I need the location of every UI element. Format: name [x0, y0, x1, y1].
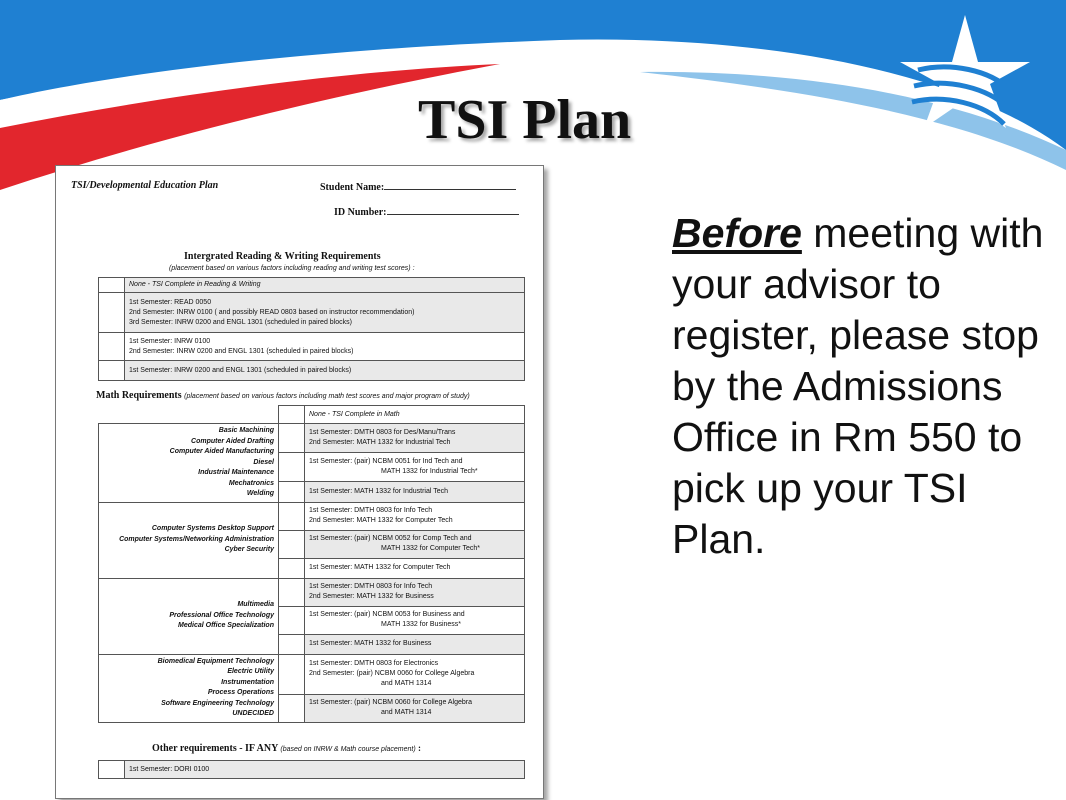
student-name-field	[320, 180, 516, 193]
instruction-body: meeting with your advisor to register, please stop by the Admissions Office in Rm 550 to pick up your TSI Plan.	[672, 210, 1044, 562]
checkbox-cell[interactable]	[99, 293, 125, 333]
reading-requirements-table	[98, 277, 525, 381]
other-section-heading: Other requirements - IF ANY (based on INRW & Math course placement) :	[152, 743, 421, 754]
checkbox-cell[interactable]	[279, 530, 305, 558]
checkbox-cell[interactable]	[279, 452, 305, 481]
checkbox-cell[interactable]	[279, 502, 305, 530]
reading-option-cell: 1st Semester: READ 0050 2nd Semester: INRW 0100 ( and possibly READ 0803 based on instructor recommendation) 3rd Semester: INRW 0200 and ENGL 1301 (scheduled in paired blocks)	[125, 293, 525, 333]
table-row	[99, 278, 525, 293]
math-option-cell: 1st Semester: (pair) NCBM 0060 for College Algebra and MATH 1314	[305, 694, 525, 722]
math-option-cell: 1st Semester: MATH 1332 for Computer Tech	[305, 558, 525, 578]
id-number-line	[387, 205, 519, 215]
math-option-cell: 1st Semester: DMTH 0803 for Info Tech 2nd Semester: MATH 1332 for Business	[305, 578, 525, 606]
checkbox-cell[interactable]	[279, 481, 305, 502]
table-row	[99, 361, 525, 381]
tsi-plan-document-image	[55, 165, 544, 799]
math-section-title: Math Requirements	[96, 390, 182, 401]
reading-section-subtitle: (placement based on various factors including reading and writing test scores) :	[169, 265, 415, 272]
doc-header-title: TSI/Developmental Education Plan	[71, 180, 219, 191]
math-section-subtitle: (placement based on various factors including math test scores and major program of study)	[184, 393, 470, 400]
instruction-text	[672, 208, 1057, 565]
checkbox-cell[interactable]	[99, 278, 125, 293]
table-row	[99, 578, 525, 606]
checkbox-cell[interactable]	[279, 694, 305, 722]
table-row	[99, 761, 525, 779]
table-row	[99, 406, 525, 424]
math-option-cell: 1st Semester: (pair) NCBM 0053 for Business and MATH 1332 for Business*	[305, 606, 525, 634]
other-option-cell: 1st Semester: DORI 0100	[125, 761, 525, 779]
checkbox-cell[interactable]	[99, 333, 125, 361]
table-row	[99, 424, 525, 453]
math-program-list: Multimedia Professional Office Technology Medical Office Specialization	[99, 578, 279, 654]
math-option-cell: 1st Semester: (pair) NCBM 0051 for Ind Tech and MATH 1332 for Industrial Tech*	[305, 452, 525, 481]
table-row	[99, 293, 525, 333]
math-program-list: Computer Systems Desktop Support Computer Systems/Networking Administration Cyber Security	[99, 502, 279, 578]
id-number-field	[334, 205, 519, 218]
id-number-label: ID Number:	[334, 207, 387, 218]
checkbox-cell[interactable]	[279, 606, 305, 634]
math-requirements-table	[98, 405, 525, 723]
other-section-title: Other requirements - IF ANY	[152, 743, 278, 754]
math-option-cell: 1st Semester: MATH 1332 for Industrial Tech	[305, 481, 525, 502]
table-row	[99, 502, 525, 530]
reading-option-cell: None - TSI Complete in Reading & Writing	[125, 278, 525, 293]
math-option-cell: 1st Semester: DMTH 0803 for Info Tech 2nd Semester: MATH 1332 for Computer Tech	[305, 502, 525, 530]
checkbox-cell[interactable]	[99, 361, 125, 381]
math-option-cell: None - TSI Complete in Math	[305, 406, 525, 424]
slide-title: TSI Plan	[418, 89, 632, 151]
instruction-emphasis: Before	[672, 210, 802, 256]
other-section-subtitle: (based on INRW & Math course placement)	[280, 746, 416, 753]
checkbox-cell[interactable]	[279, 578, 305, 606]
checkbox-cell[interactable]	[279, 424, 305, 453]
other-requirements-table	[98, 760, 525, 779]
table-row	[99, 654, 525, 694]
math-section-heading	[96, 390, 470, 401]
checkbox-cell[interactable]	[279, 558, 305, 578]
math-program-list: Biomedical Equipment Technology Electric Utility Instrumentation Process Operations Software Engineering Technology UNDECIDED	[99, 654, 279, 722]
reading-option-cell: 1st Semester: INRW 0200 and ENGL 1301 (scheduled in paired blocks)	[125, 361, 525, 381]
reading-section-title: Intergrated Reading & Writing Requirements	[184, 251, 381, 262]
math-program-list: Basic Machining Computer Aided Drafting Computer Aided Manufacturing Diesel Industrial Maintenance Mechatronics Welding	[99, 424, 279, 503]
student-name-line	[384, 180, 516, 190]
checkbox-cell[interactable]	[279, 654, 305, 694]
checkbox-cell[interactable]	[99, 761, 125, 779]
math-option-cell: 1st Semester: DMTH 0803 for Electronics 2nd Semester: (pair) NCBM 0060 for College Algebra and MATH 1314	[305, 654, 525, 694]
checkbox-cell[interactable]	[279, 634, 305, 654]
math-option-cell: 1st Semester: MATH 1332 for Business	[305, 634, 525, 654]
student-name-label: Student Name:	[320, 182, 385, 193]
math-option-cell: 1st Semester: (pair) NCBM 0052 for Comp Tech and MATH 1332 for Computer Tech*	[305, 530, 525, 558]
checkbox-cell[interactable]	[279, 406, 305, 424]
math-option-cell: 1st Semester: DMTH 0803 for Des/Manu/Trans 2nd Semester: MATH 1332 for Industrial Tech	[305, 424, 525, 453]
reading-option-cell: 1st Semester: INRW 0100 2nd Semester: INRW 0200 and ENGL 1301 (scheduled in paired blocks)	[125, 333, 525, 361]
table-row	[99, 333, 525, 361]
